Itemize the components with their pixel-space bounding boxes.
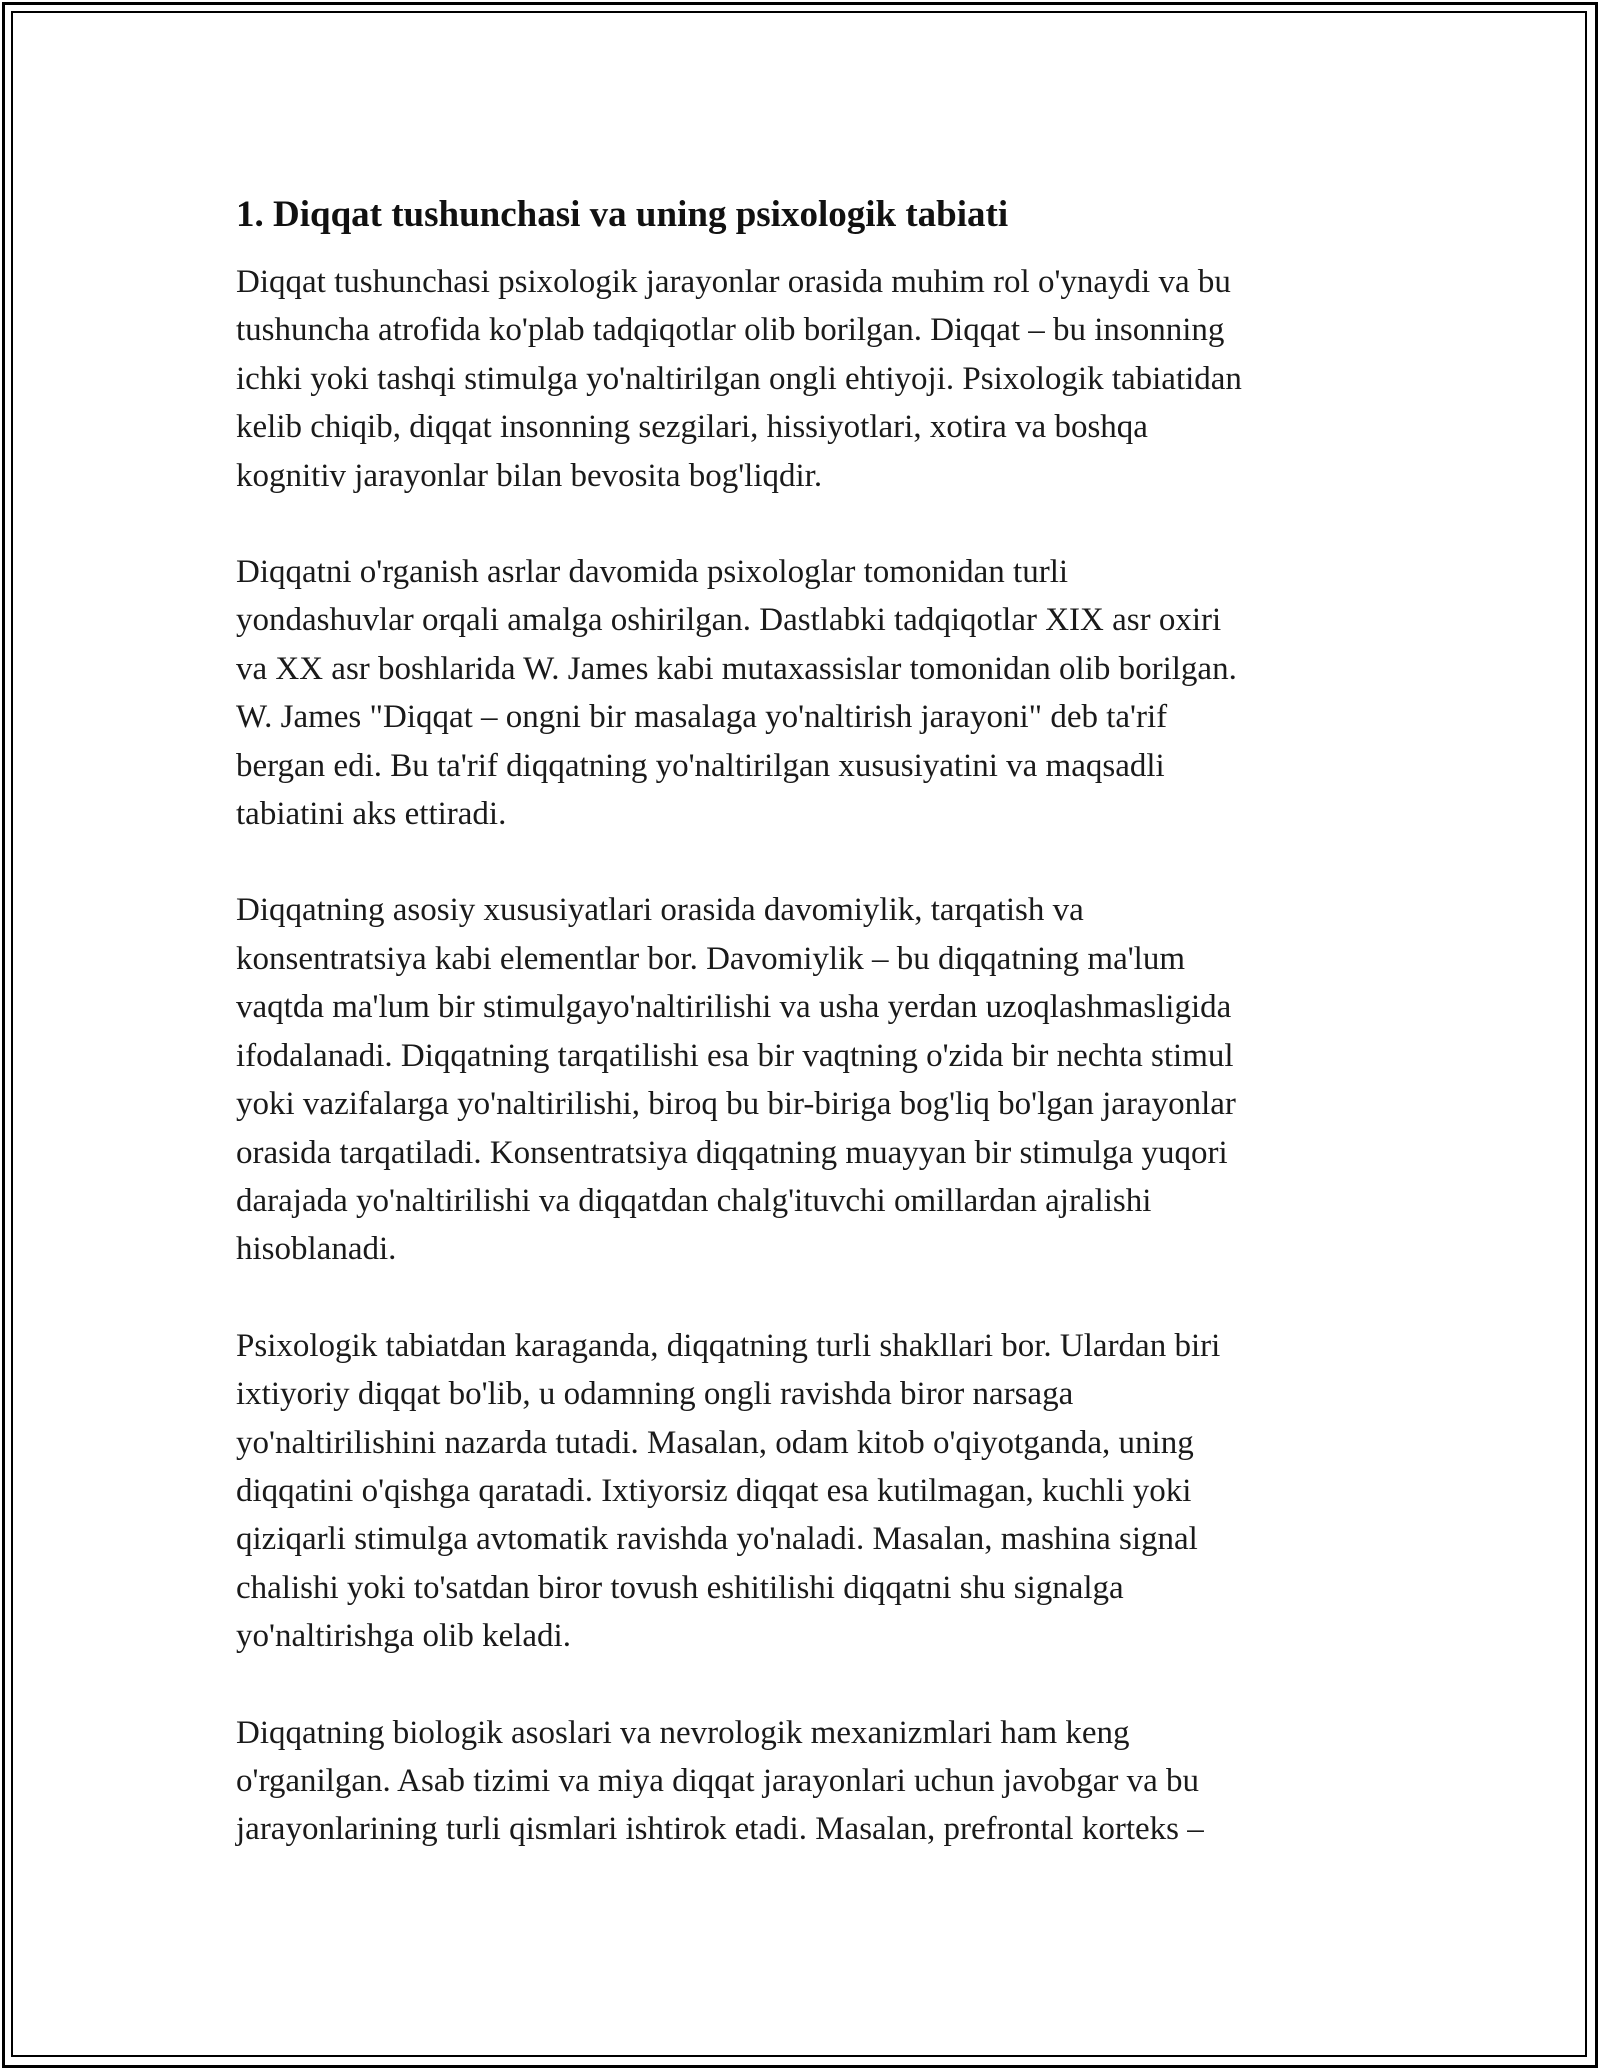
text-line: hisoblanadi. — [236, 1231, 397, 1268]
text-line: ixtiyoriy diqqat bo'lib, u odamning ongli ravishda biror narsaga — [236, 1376, 1074, 1413]
text-line: kelib chiqib, diqqat insonning sezgilari, hissiyotlari, xotira va boshqa — [236, 409, 1148, 446]
paragraph-3 — [236, 886, 1366, 1273]
document-body — [236, 188, 1366, 1902]
text-line: va XX asr boshlarida W. James kabi mutaxassislar tomonidan olib borilgan. — [236, 650, 1237, 687]
text-line: qiziqarli stimulga avtomatik ravishda yo'naladi. Masalan, mashina signal — [236, 1521, 1198, 1558]
paragraph-5 — [236, 1709, 1366, 1854]
text-line: orasida tarqatiladi. Konsentratsiya diqqatning muayyan bir stimulga yuqori — [236, 1134, 1228, 1171]
text-line: W. James "Diqqat – ongni bir masalaga yo'naltirish jarayoni" deb ta'rif — [236, 699, 1168, 736]
section-heading: 1. Diqqat tushunchasi va uning psixologik tabiati — [236, 194, 1009, 235]
text-line: yo'naltirilishini nazarda tutadi. Masalan, odam kitob o'qiyotganda, uning — [236, 1424, 1194, 1461]
text-line: o'rganilgan. Asab tizimi va miya diqqat jarayonlari uchun javobgar va bu — [236, 1762, 1199, 1799]
text-line: vaqtda ma'lum bir stimulgayo'naltirilishi va usha yerdan uzoqlashmasligida — [236, 989, 1232, 1026]
text-line: kognitiv jarayonlar bilan bevosita bog'liqdir. — [236, 457, 823, 494]
text-line: yo'naltirishga olib keladi. — [236, 1618, 571, 1655]
text-line: Psixologik tabiatdan karaganda, diqqatning turli shakllari bor. Ulardan biri — [236, 1327, 1221, 1364]
text-line: yoki vazifalarga yo'naltirilishi, biroq bu bir-biriga bog'liq bo'lgan jarayonlar — [236, 1086, 1236, 1123]
text-line: Diqqatni o'rganish asrlar davomida psixologlar tomonidan turli — [236, 554, 1069, 591]
text-line: Diqqatning asosiy xususiyatlari orasida davomiylik, tarqatish va — [236, 892, 1084, 929]
paragraph-2 — [236, 548, 1366, 838]
text-line: Diqqatning biologik asoslari va nevrologik mexanizmlari ham keng — [236, 1714, 1130, 1751]
text-line: tabiatini aks ettiradi. — [236, 796, 507, 833]
text-line: ifodalanadi. Diqqatning tarqatilishi esa bir vaqtning o'zida bir nechta stimul — [236, 1037, 1234, 1074]
text-line: ichki yoki tashqi stimulga yo'naltirilgan ongli ehtiyoji. Psixologik tabiatidan — [236, 360, 1242, 397]
text-line: Diqqat tushunchasi psixologik jarayonlar orasida muhim rol o'ynaydi va bu — [236, 264, 1231, 300]
paragraph-4 — [236, 1322, 1366, 1661]
text-line: yondashuvlar orqali amalga oshirilgan. Dastlabki tadqiqotlar XIX asr oxiri — [236, 602, 1222, 639]
text-line: bergan edi. Bu ta'rif diqqatning yo'naltirilgan xususiyatini va maqsadli — [236, 747, 1165, 784]
text-line: darajada yo'naltirilishi va diqqatdan chalg'ituvchi omillardan ajralishi — [236, 1182, 1152, 1219]
text-line: jarayonlarining turli qismlari ishtirok etadi. Masalan, prefrontal korteks – — [236, 1811, 1204, 1848]
paragraph-1 — [236, 258, 1366, 500]
text-line: diqqatini o'qishga qaratadi. Ixtiyorsiz diqqat esa kutilmagan, kuchli yoki — [236, 1472, 1192, 1509]
text-line: chalishi yoki to'satdan biror tovush eshitilishi diqqatni shu signalga — [236, 1569, 1124, 1606]
text-line: konsentratsiya kabi elementlar bor. Davomiylik – bu diqqatning ma'lum — [236, 940, 1186, 977]
text-line: tushuncha atrofida ko'plab tadqiqotlar olib borilgan. Diqqat – bu insonning — [236, 312, 1225, 349]
